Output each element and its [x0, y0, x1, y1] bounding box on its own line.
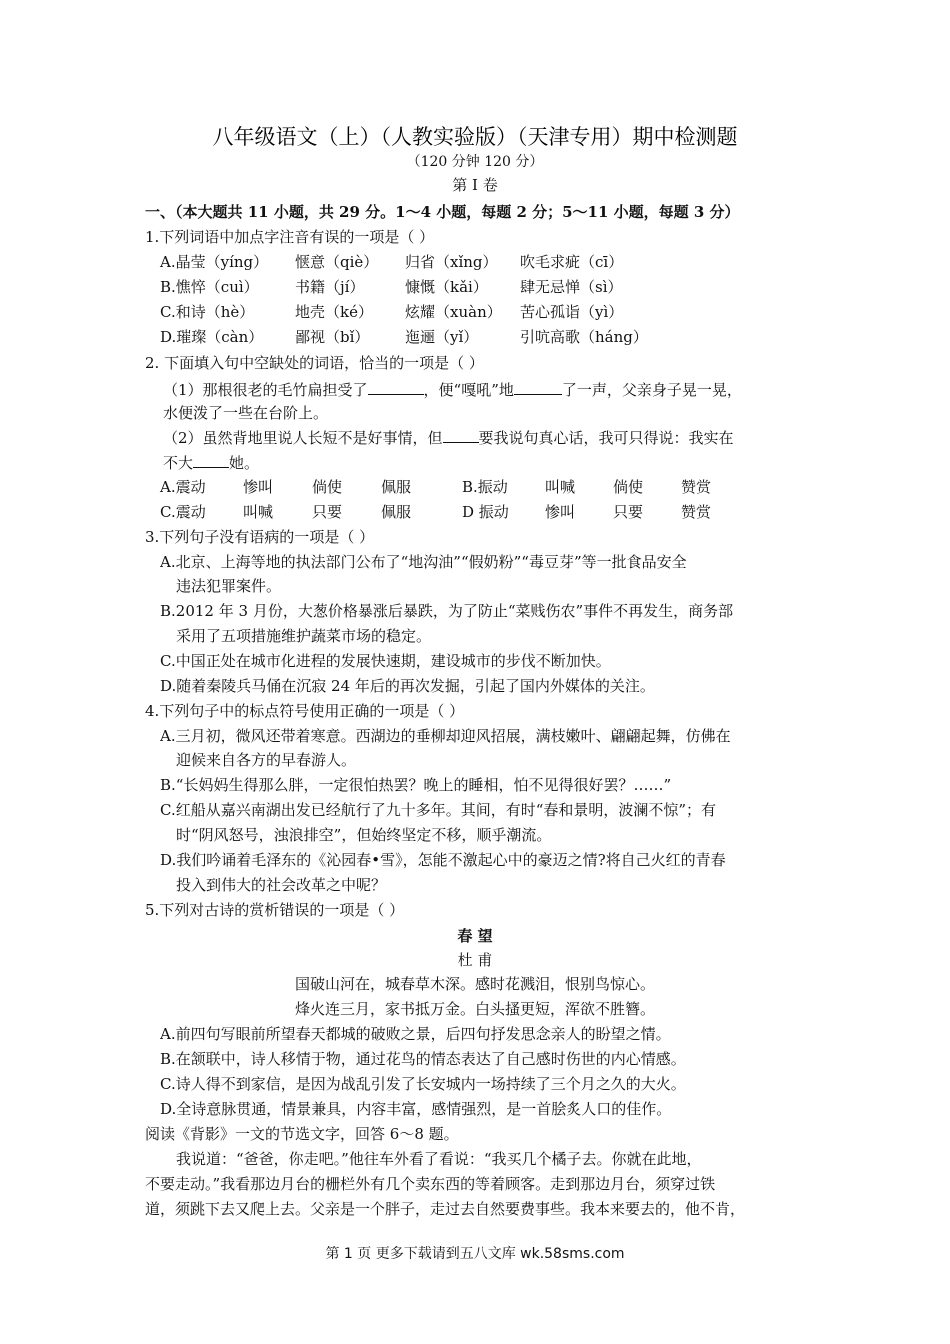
option-word: B.憔悴（cuì）: [160, 278, 259, 296]
question-4-stem: 4.下列句子中的标点符号使用正确的一项是（ ）: [145, 702, 465, 720]
option-word: 书籍（jí）: [295, 278, 365, 296]
question-4-option-b: B.“长妈妈生得那么胖，一定很怕热罢？晚上的睡相，怕不见得很好罢？……”: [160, 776, 672, 794]
option-word: D.璀璨（càn）: [160, 328, 264, 346]
option-word: 惬意（qiè）: [295, 253, 379, 271]
question-4-option-c-cont: 时“阴风怒号，浊浪排空”，但始终坚定不移，顺乎潮流。: [176, 826, 552, 844]
sentence-text: ，便“嘎吼”地: [423, 381, 514, 399]
blank-4: [193, 450, 229, 468]
question-2-stem: 2. 下面填入句中空缺处的词语，恰当的一项是（ ）: [145, 354, 484, 372]
option-word: 苦心孤诣（yì）: [520, 303, 624, 321]
page-title: 八年级语文（上）（人教实验版）（天津专用）期中检测题: [212, 125, 738, 149]
option-word: 赞赏: [681, 478, 712, 496]
poem-author: 杜 甫: [457, 951, 493, 969]
question-5-option-b: B.在颔联中，诗人移情于物，通过花鸟的情态表达了自己感时伤世的内心情感。: [160, 1050, 686, 1068]
page-footer: 第 1 页 更多下载请到五八文库 wk.58sms.com: [325, 1246, 625, 1262]
question-5-option-c: C.诗人得不到家信，是因为战乱引发了长安城内一场持续了三个月之久的大火。: [160, 1075, 686, 1093]
sentence-text: （1）那根很老的毛竹扁担受了: [163, 381, 368, 399]
reading-intro: 阅读《背影》一文的节选文字，回答 6～8 题。: [145, 1125, 459, 1143]
option-word: 鄙视（bǐ）: [295, 328, 370, 346]
question-3-stem: 3.下列句子没有语病的一项是（ ）: [145, 528, 375, 546]
question-4-option-a-cont: 迎候来自各方的早春游人。: [176, 751, 357, 769]
option-word: C.震动: [160, 503, 206, 521]
sentence-text: 她。: [229, 454, 260, 472]
reading-paragraph-line-2: 不要走动。”我看那边月台的栅栏外有几个卖东西的等着顾客。走到那边月台，须穿过铁: [145, 1175, 716, 1193]
option-word: 倘使: [312, 478, 343, 496]
sentence-text: 了一声，父亲身子晃一晃，: [561, 381, 742, 399]
option-word: 慷慨（kǎi）: [405, 278, 488, 296]
reading-paragraph-line-3: 道，须跳下去又爬上去。父亲是一个胖子，走过去自然要费事些。我本来要去的，他不肯，: [145, 1200, 746, 1218]
sentence-text: 不大: [163, 454, 194, 472]
option-word: 叫喊: [243, 503, 274, 521]
question-3-option-a: A.北京、上海等地的执法部门公布了“地沟油”“假奶粉”“毒豆芽”等一批食品安全: [160, 553, 687, 571]
blank-3: [443, 425, 479, 443]
option-word: 只要: [312, 503, 343, 521]
volume-label: 第 I 卷: [452, 176, 498, 194]
section-heading-text: 一、（本大题共 11 小题，共 29 分。1～4 小题，每题 2 分；5～11 小题，每题 3 分）: [145, 203, 740, 221]
option-word: C.和诗（hè）: [160, 303, 255, 321]
option-word: 倘使: [613, 478, 644, 496]
blank-1: [368, 377, 424, 395]
sentence-text: 要我说句真心话，我可只得说：我实在: [478, 429, 734, 447]
option-word: 赞赏: [681, 503, 712, 521]
option-word: A.震动: [160, 478, 206, 496]
reading-paragraph-line-1: 我说道：“爸爸，你走吧。”他往车外看了看说：“我买几个橘子去。你就在此地，: [176, 1150, 702, 1168]
poem-title: 春 望: [457, 927, 493, 945]
section-heading: [145, 200, 845, 225]
question-4-option-a: A.三月初，微风还带着寒意。西湖边的垂柳却迎风招展，满枝嫩叶、翩翩起舞，仿佛在: [160, 727, 731, 745]
question-2-sentence-2: [163, 425, 825, 450]
option-word: 炫耀（xuàn）: [405, 303, 502, 321]
option-word: D 振动: [462, 503, 509, 521]
question-2-sentence-1: [163, 377, 825, 402]
option-word: 引吭高歌（háng）: [520, 328, 648, 346]
blank-2: [514, 377, 562, 395]
question-2-sentence-2-cont: [163, 450, 843, 475]
poem-line-1: 国破山河在，城春草木深。感时花溅泪，恨别鸟惊心。: [294, 975, 655, 993]
option-word: B.振动: [462, 478, 508, 496]
question-1-stem: 1.下列词语中加点字注音有误的一项是（ ）: [145, 228, 435, 246]
option-word: 吹毛求疵（cī）: [520, 253, 624, 271]
poem-line-2: 烽火连三月，家书抵万金。白头搔更短，浑欲不胜簪。: [294, 1000, 655, 1018]
question-3-option-b-cont: 采用了五项措施维护蔬菜市场的稳定。: [176, 627, 432, 645]
option-word: 叫喊: [545, 478, 576, 496]
option-word: A.晶莹（yíng）: [160, 253, 269, 271]
question-5-option-a: A.前四句写眼前所望春天都城的破败之景，后四句抒发思念亲人的盼望之情。: [160, 1025, 671, 1043]
question-3-option-a-cont: 违法犯罪案件。: [176, 577, 282, 595]
question-5-option-d: D.全诗意脉贯通，情景兼具，内容丰富，感情强烈，是一首脍炙人口的佳作。: [160, 1100, 672, 1118]
option-word: 佩服: [381, 503, 412, 521]
question-2-sentence-1-cont: 水便泼了一些在台阶上。: [163, 404, 329, 422]
question-4-option-d: D.我们吟诵着毛泽东的《沁园春•雪》，怎能不激起心中的豪迈之情?将自己火红的青春: [160, 851, 726, 869]
question-3-option-c: C.中国正处在城市化进程的发展快速期，建设城市的步伐不断加快。: [160, 652, 611, 670]
question-5-stem: 5.下列对古诗的赏析错误的一项是（ ）: [145, 901, 405, 919]
question-3-option-d: D.随着秦陵兵马俑在沉寂 24 年后的再次发掘，引起了国内外媒体的关注。: [160, 677, 655, 695]
question-4-option-d-cont: 投入到伟大的社会改革之中呢？: [176, 876, 387, 894]
question-3-option-b: B.2012 年 3 月份，大葱价格暴涨后暴跌，为了防止“菜贱伤农”事件不再发生，商务部: [160, 602, 734, 620]
option-word: 惨叫: [243, 478, 274, 496]
option-word: 只要: [613, 503, 644, 521]
exam-duration-score: （120 分钟 120 分）: [406, 154, 544, 170]
option-word: 肆无忌惮（sì）: [520, 278, 623, 296]
option-word: 地壳（ké）: [295, 303, 373, 321]
option-word: 佩服: [381, 478, 412, 496]
option-word: 归省（xǐng）: [405, 253, 498, 271]
question-4-option-c: C.红船从嘉兴南湖出发已经航行了九十多年。其间，有时“春和景明，波澜不惊”；有: [160, 801, 717, 819]
option-word: 惨叫: [545, 503, 576, 521]
option-word: 迤逦（yǐ）: [405, 328, 479, 346]
sentence-text: （2）虽然背地里说人长短不是好事情，但: [163, 429, 443, 447]
